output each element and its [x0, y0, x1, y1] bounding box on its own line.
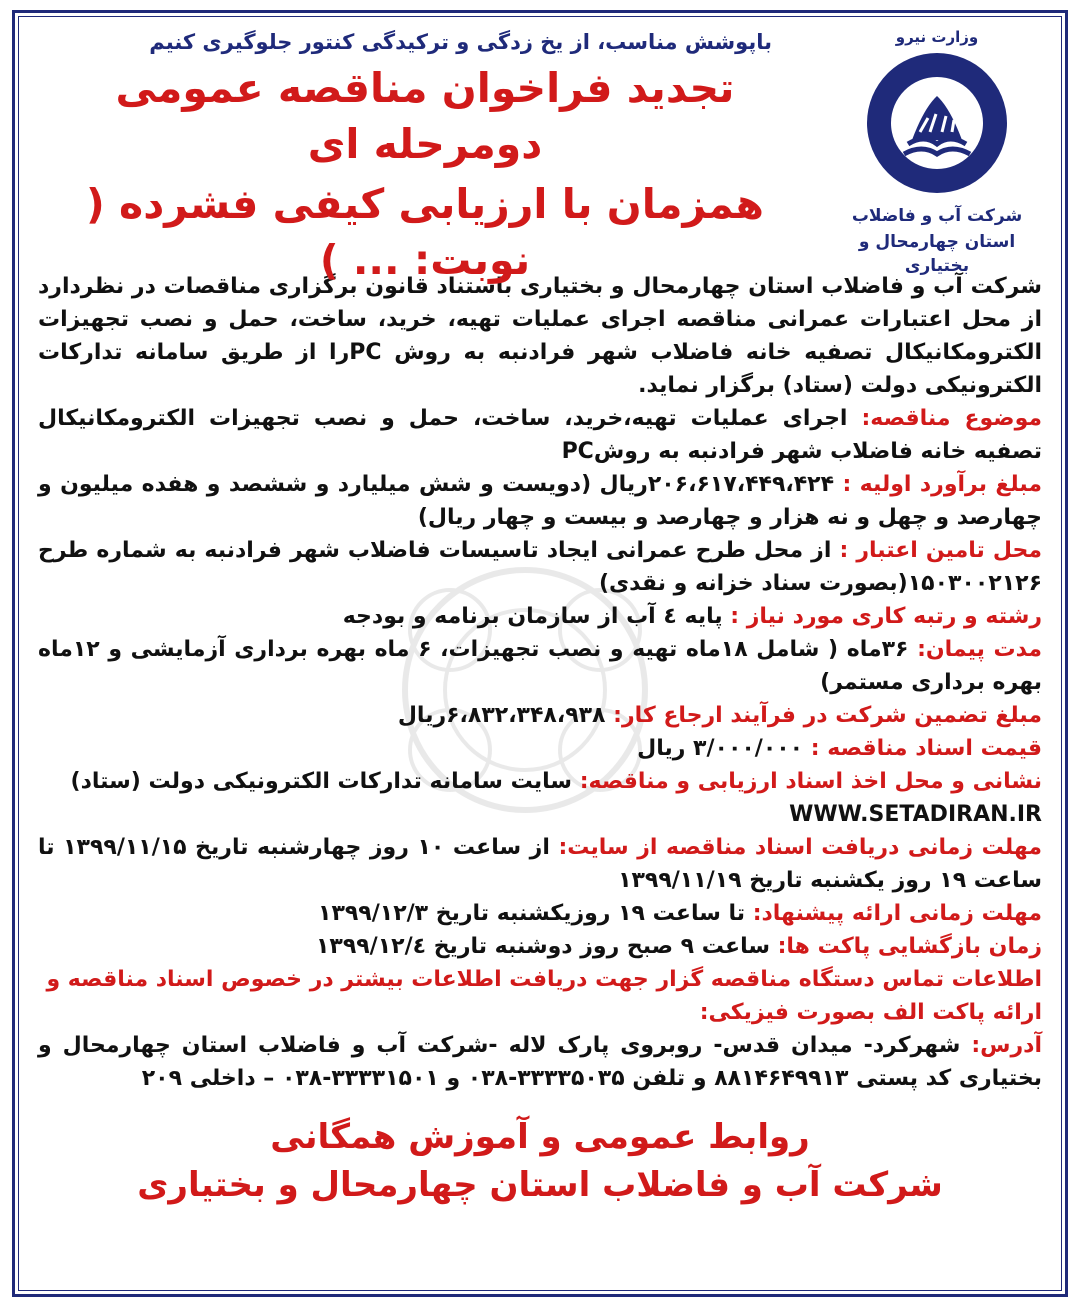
- deadline-value: تا ساعت ۱۹ روزیکشنبه تاریخ ۱۳۹۹/۱۲/۳: [318, 901, 753, 926]
- slogan: باپوشش مناسب، از یخ زدگی و ترکیدگی کنتور جلوگیری کنیم: [149, 30, 772, 54]
- logo-company-line1: شرکت آب و فاضلاب: [851, 206, 1023, 226]
- title-block: [38, 24, 812, 288]
- item-value: ۳/۰۰۰/۰۰۰ ریال: [637, 736, 811, 761]
- item-funding: [38, 534, 1042, 600]
- water-company-logo-icon: [862, 48, 1012, 198]
- deadline-label: مهلت زمانی دریافت اسناد مناقصه از سایت:: [558, 835, 1042, 860]
- footer-line1: روابط عمومی و آموزش همگانی: [270, 1117, 810, 1157]
- item-value: از محل طرح عمرانی ایجاد تاسیسات فاضلاب شهر فرادنبه به شماره طرح ۱۵۰۳۰۰۲۱۲۶(بصورت سناد خزانه و نقدی): [38, 538, 1042, 596]
- setad-link[interactable]: WWW.SETADIRAN.IR: [789, 802, 1042, 827]
- deadline-documents: [38, 831, 1042, 897]
- notice-title-line1: تجدید فراخوان مناقصه عمومی دومرحله ای: [115, 64, 735, 168]
- item-subject: [38, 402, 1042, 468]
- notice-body: [38, 270, 1042, 1095]
- address-label: آدرس:: [971, 1033, 1042, 1058]
- deadline-label: مهلت زمانی ارائه پیشنهاد:: [752, 901, 1042, 926]
- footer: [38, 1113, 1042, 1209]
- address-value: شهرکرد- میدان قدس- روبروی پارک لاله -شرکت آب و فاضلاب استان چهارمحال و بختیاری کد پستی ۸۸۱۴۶۴۹۹۱۳ و تلفن ۳۳۳۳۵۰۳۵-۰۳۸ و ۳۳۳۳۱۵۰۱-۰۳۸ – داخلی ۲۰۹: [38, 1033, 1042, 1091]
- deadline-opening: [38, 930, 1042, 963]
- address-row: [38, 1029, 1042, 1095]
- item-estimate: [38, 468, 1042, 534]
- item-label: رشته و رتبه کاری مورد نیاز :: [730, 604, 1042, 629]
- item-label: مبلغ برآورد اولیه :: [842, 472, 1042, 497]
- item-label: نشانی و محل اخذ اسناد ارزیابی و مناقصه:: [579, 769, 1042, 794]
- item-value: اجرای عملیات تهیه،خرید، ساخت، حمل و نصب تجهیزات الکترومکانیکال تصفیه خانه فاضلاب شهر فرادنبه به روشPC: [38, 406, 1042, 464]
- item-guarantee: [38, 699, 1042, 732]
- item-document-address: [38, 765, 1042, 798]
- deadline-proposal: [38, 897, 1042, 930]
- content: [38, 24, 1042, 1209]
- item-value: پایه ٤ آب از سازمان برنامه و بودجه: [342, 604, 731, 629]
- notice-title-line2: همزمان با ارزیابی کیفی فشرده ( نوبت: ... ): [86, 180, 764, 284]
- footer-line2: شرکت آب و فاضلاب استان چهارمحال و بختیاری: [137, 1165, 943, 1205]
- item-value: ۶،۸۳۲،۳۴۸،۹۳۸ریال: [397, 703, 614, 728]
- item-label: مدت پیمان:: [917, 637, 1042, 662]
- deadline-value: ساعت ۹ صبح روز دوشنبه تاریخ ۱۳۹۹/۱۲/٤: [315, 934, 778, 959]
- ministry-label: وزارت نیرو: [895, 28, 979, 46]
- logo-company-line2: استان چهارمحال و بختیاری: [858, 232, 1016, 276]
- item-label: قیمت اسناد مناقصه :: [810, 736, 1042, 761]
- item-duration: [38, 633, 1042, 699]
- item-value: ۲۰۶،۶۱۷،۴۴۹،۴۲۴ریال (دویست و شش میلیارد و ششصد و هفده میلیون و چهارصد و چهل و نه هزار و چهارصد و بیست و چهار ریال): [38, 472, 1042, 530]
- item-label: موضوع مناقصه:: [861, 406, 1042, 431]
- item-grade: [38, 600, 1042, 633]
- item-label: محل تامین اعتبار :: [839, 538, 1042, 563]
- logo-block: [832, 24, 1042, 278]
- item-value: ۳۶ماه ( شامل ۱۸ماه تهیه و نصب تجهیزات، ۶ ماه بهره برداری آزمایشی و ۱۲ماه بهره برداری مستمر): [38, 637, 1042, 695]
- item-value: سایت سامانه تدارکات الکترونیکی دولت (ستاد): [70, 769, 580, 794]
- url-row: [38, 798, 1042, 831]
- contact-note: اطلاعات تماس دستگاه مناقصه گزار جهت دریافت اطلاعات بیشتر در خصوص اسناد مناقصه و ارائه پاکت الف بصورت فیزیکی:: [46, 967, 1042, 1025]
- deadline-value: از ساعت ۱۰ روز چهارشنبه تاریخ ۱۳۹۹/۱۱/۱۵ تا ساعت ۱۹ روز یکشنبه تاریخ ۱۳۹۹/۱۱/۱۹: [38, 835, 1042, 893]
- item-document-price: [38, 732, 1042, 765]
- deadline-label: زمان بازگشایی پاکت ها:: [777, 934, 1042, 959]
- item-label: مبلغ تضمین شرکت در فرآیند ارجاع کار:: [613, 703, 1042, 728]
- header: [38, 24, 1042, 284]
- intro-paragraph: شرکت آب و فاضلاب استان چهارمحال و بختیاری باستناد قانون برگزاری مناقصات در نظردارد از محل اعتبارات عمرانی مناقصه اجرای عملیات تهیه، خرید، ساخت، حمل و نصب تجهیزات الکترومکانیکال تصفیه خانه فاضلاب شهر فرادنبه به روش PCرا از طریق سامانه تدارکات الکترونیکی دولت (ستاد) برگزار نماید.: [38, 274, 1043, 398]
